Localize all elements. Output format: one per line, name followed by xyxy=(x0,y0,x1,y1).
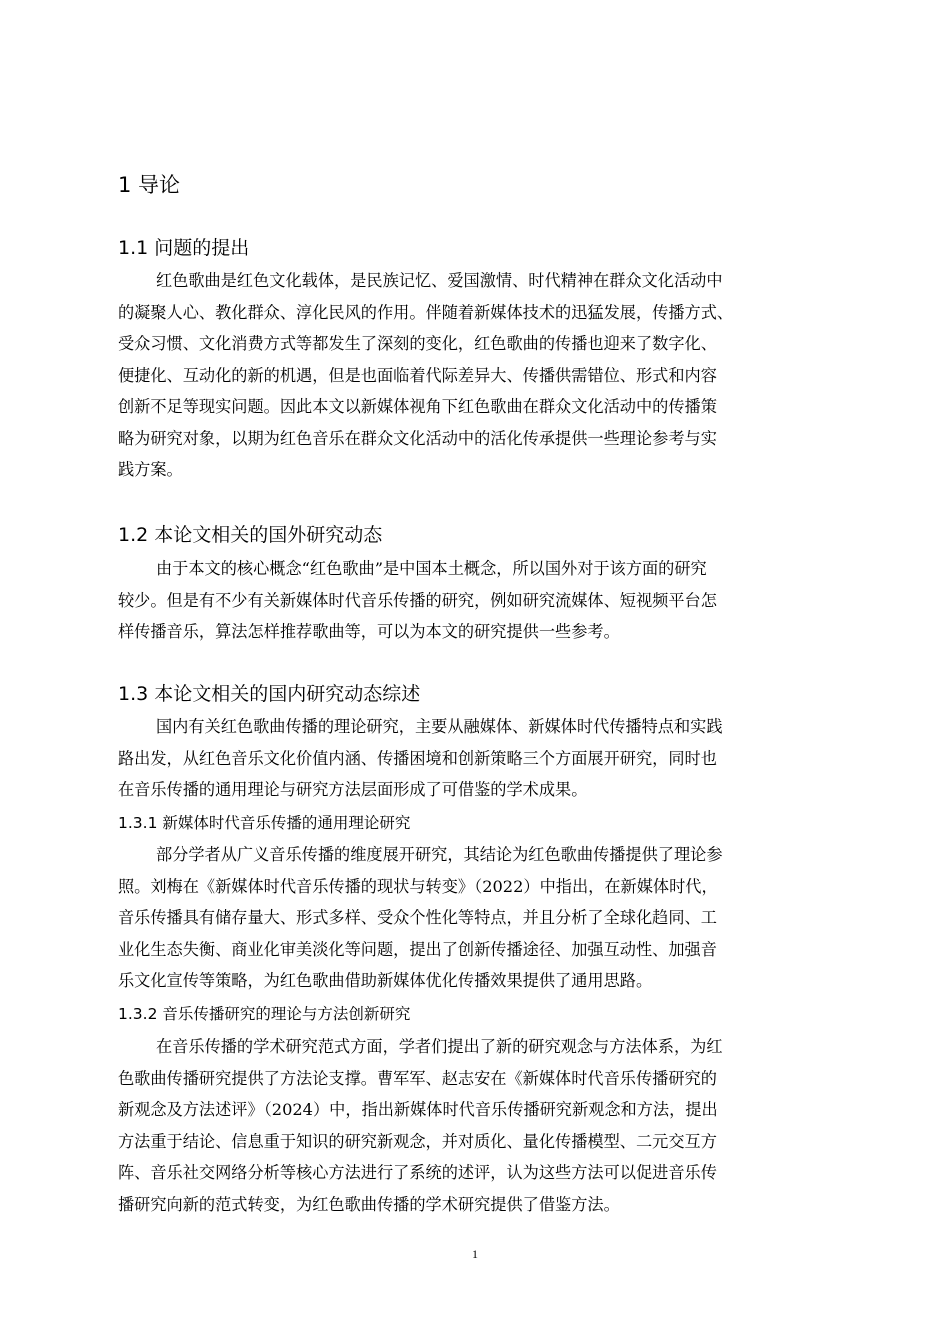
paragraph-line: 样传播音乐，算法怎样推荐歌曲等，可以为本文的研究提供一些参考。 xyxy=(118,622,620,641)
paragraph-1-1 xyxy=(118,265,850,486)
paragraph-line: 音乐传播具有储存量大、形式多样、受众个性化等特点，并且分析了全球化趋同、工 xyxy=(118,908,717,927)
paragraph-line: 照。刘梅在《新媒体时代音乐传播的现状与转变》（2022）中指出，在新媒体时代， xyxy=(118,876,718,896)
paragraph-line: 较少。但是有不少有关新媒体时代音乐传播的研究，例如研究流媒体、短视频平台怎 xyxy=(118,590,717,610)
paragraph-line: 乐文化宣传等策略，为红色歌曲借助新媒体优化传播效果提供了通用思路。 xyxy=(118,971,653,990)
paragraph-1-2 xyxy=(118,553,850,648)
paragraph-line: 路出发，从红色音乐文化价值内涵、传播困境和创新策略三个方面展开研究，同时也 xyxy=(118,748,717,768)
paragraph-line: 红色歌曲是红色文化载体，是民族记忆、爱国激情、时代精神在群众文化活动中 xyxy=(156,271,723,290)
paragraph-line: 创新不足等现实问题。因此本文以新媒体视角下红色歌曲在群众文化活动中的传播策 xyxy=(118,397,717,416)
paragraph-line: 色歌曲传播研究提供了方法论支撑。曹军军、赵志安在《新媒体时代音乐传播研究的 xyxy=(118,1068,717,1088)
subsection-heading-1-3-2: 1.3.2 音乐传播研究的理论与方法创新研究 xyxy=(118,1005,411,1023)
paragraph-line: 方法重于结论、信息重于知识的研究新观念，并对质化、量化传播模型、二元交互方 xyxy=(118,1131,717,1151)
paragraph-1-3-2 xyxy=(118,1031,850,1220)
paragraph-line: 在音乐传播的学术研究范式方面，学者们提出了新的研究观念与方法体系，为红 xyxy=(156,1037,723,1056)
paragraph-line: 新观念及方法述评》（2024）中，指出新媒体时代音乐传播研究新观念和方法，提出 xyxy=(118,1100,718,1119)
section-heading-1-1: 1.1 问题的提出 xyxy=(118,237,250,259)
paragraph-line: 受众习惯、文化消费方式等都发生了深刻的变化，红色歌曲的传播也迎来了数字化、 xyxy=(118,334,717,353)
paragraph-line: 践方案。 xyxy=(118,460,183,479)
paragraph-1-3-1 xyxy=(118,839,850,997)
paragraph-line: 在音乐传播的通用理论与研究方法层面形成了可借鉴的学术成果。 xyxy=(118,780,588,799)
paragraph-line: 业化生态失衡、商业化审美淡化等问题，提出了创新传播途径、加强互动性、加强音 xyxy=(118,939,717,959)
paragraph-1-3 xyxy=(118,711,850,806)
paragraph-line: 略为研究对象，以期为红色音乐在群众文化活动中的活化传承提供一些理论参考与实 xyxy=(118,428,717,448)
paragraph-line: 阵、音乐社交网络分析等核心方法进行了系统的述评，认为这些方法可以促进音乐传 xyxy=(118,1163,717,1182)
section-heading-1-2: 1.2 本论文相关的国外研究动态 xyxy=(118,524,383,546)
chapter-title: 1 导论 xyxy=(118,173,181,197)
subsection-heading-1-3-1: 1.3.1 新媒体时代音乐传播的通用理论研究 xyxy=(118,814,411,832)
section-heading-1-3: 1.3 本论文相关的国内研究动态综述 xyxy=(118,683,421,705)
page-number: 1 xyxy=(472,1247,478,1261)
paragraph-line: 由于本文的核心概念“红色歌曲”是中国本土概念，所以国外对于该方面的研究 xyxy=(156,559,707,578)
paragraph-line: 的凝聚人心、教化群众、淳化民风的作用。伴随着新媒体技术的迅猛发展，传播方式、 xyxy=(118,302,734,322)
paragraph-line: 便捷化、互动化的新的机遇，但是也面临着代际差异大、传播供需错位、形式和内容 xyxy=(118,365,717,385)
paragraph-line: 播研究向新的范式转变，为红色歌曲传播的学术研究提供了借鉴方法。 xyxy=(118,1194,620,1214)
paragraph-line: 部分学者从广义音乐传播的维度展开研究，其结论为红色歌曲传播提供了理论参 xyxy=(156,845,723,864)
paragraph-line: 国内有关红色歌曲传播的理论研究，主要从融媒体、新媒体时代传播特点和实践 xyxy=(156,717,723,736)
